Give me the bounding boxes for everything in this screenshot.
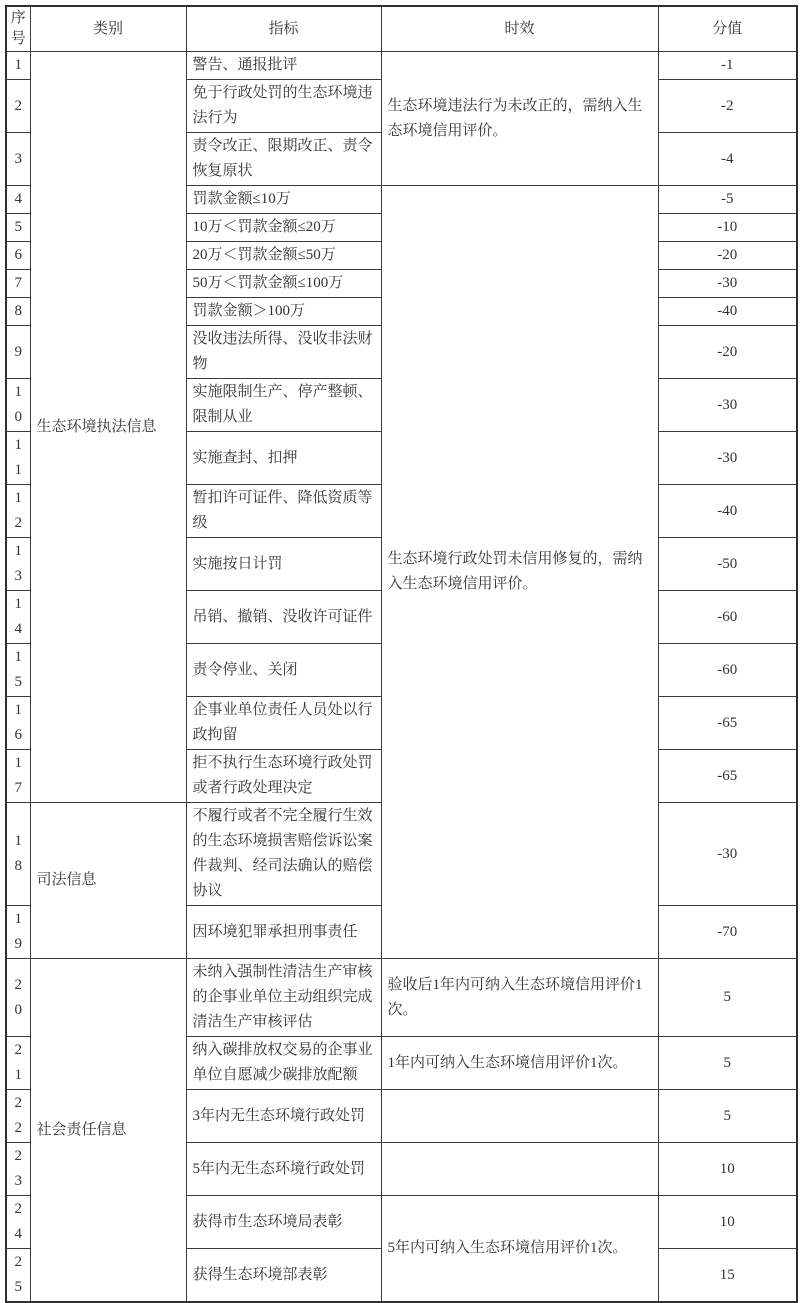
cell-indicator: 未纳入强制性清洁生产审核的企事业单位主动组织完成清洁生产审核评估 (186, 959, 381, 1037)
cell-score: -1 (658, 52, 797, 80)
cell-score: -40 (658, 298, 797, 326)
cell-indicator: 警告、通报批评 (186, 52, 381, 80)
credit-score-table (5, 5, 798, 1303)
cell-validity (381, 1143, 658, 1196)
cell-indicator: 5年内无生态环境行政处罚 (186, 1143, 381, 1196)
cell-score: 5 (658, 959, 797, 1037)
column-header-validity: 时效 (381, 6, 658, 52)
cell-seq: 12 (6, 485, 30, 538)
cell-score: 10 (658, 1196, 797, 1249)
cell-indicator: 实施查封、扣押 (186, 432, 381, 485)
cell-score: -2 (658, 80, 797, 133)
table-row (6, 959, 797, 1037)
cell-indicator: 10万＜罚款金额≤20万 (186, 214, 381, 242)
cell-indicator: 实施按日计罚 (186, 538, 381, 591)
cell-seq: 1 (6, 52, 30, 80)
cell-indicator: 纳入碳排放权交易的企事业单位自愿减少碳排放配额 (186, 1037, 381, 1090)
cell-category: 社会责任信息 (30, 959, 186, 1303)
table-row (6, 52, 797, 80)
cell-seq: 17 (6, 750, 30, 803)
cell-seq: 3 (6, 133, 30, 186)
cell-seq: 19 (6, 906, 30, 959)
cell-seq: 2 (6, 80, 30, 133)
cell-seq: 16 (6, 697, 30, 750)
cell-indicator: 获得生态环境部表彰 (186, 1249, 381, 1303)
cell-seq: 21 (6, 1037, 30, 1090)
cell-seq: 23 (6, 1143, 30, 1196)
cell-score: -50 (658, 538, 797, 591)
cell-indicator: 免于行政处罚的生态环境违法行为 (186, 80, 381, 133)
cell-seq: 11 (6, 432, 30, 485)
cell-indicator: 不履行或者不完全履行生效的生态环境损害赔偿诉讼案件裁判、经司法确认的赔偿协议 (186, 803, 381, 906)
cell-score: -20 (658, 242, 797, 270)
column-header-seq: 序号 (6, 6, 30, 52)
cell-seq: 25 (6, 1249, 30, 1303)
cell-score: 5 (658, 1037, 797, 1090)
cell-score: -5 (658, 186, 797, 214)
cell-validity (381, 1090, 658, 1143)
column-header-score: 分值 (658, 6, 797, 52)
cell-indicator: 3年内无生态环境行政处罚 (186, 1090, 381, 1143)
cell-seq: 9 (6, 326, 30, 379)
cell-indicator: 实施限制生产、停产整顿、限制从业 (186, 379, 381, 432)
cell-score: -60 (658, 591, 797, 644)
cell-seq: 18 (6, 803, 30, 906)
cell-indicator: 罚款金额≤10万 (186, 186, 381, 214)
cell-score: -4 (658, 133, 797, 186)
cell-category: 生态环境执法信息 (30, 52, 186, 803)
cell-validity: 生态环境违法行为未改正的，需纳入生态环境信用评价。 (381, 52, 658, 186)
cell-seq: 7 (6, 270, 30, 298)
cell-indicator: 罚款金额＞100万 (186, 298, 381, 326)
cell-score: -30 (658, 270, 797, 298)
cell-score: -30 (658, 379, 797, 432)
cell-indicator: 责令改正、限期改正、责令恢复原状 (186, 133, 381, 186)
cell-indicator: 因环境犯罪承担刑事责任 (186, 906, 381, 959)
cell-score: -65 (658, 750, 797, 803)
cell-indicator: 企事业单位责任人员处以行政拘留 (186, 697, 381, 750)
table-body (6, 52, 797, 1303)
cell-score: -65 (658, 697, 797, 750)
column-header-category: 类别 (30, 6, 186, 52)
column-header-indicator: 指标 (186, 6, 381, 52)
cell-seq: 14 (6, 591, 30, 644)
cell-score: -10 (658, 214, 797, 242)
cell-seq: 10 (6, 379, 30, 432)
cell-validity: 5年内可纳入生态环境信用评价1次。 (381, 1196, 658, 1303)
cell-indicator: 20万＜罚款金额≤50万 (186, 242, 381, 270)
cell-seq: 8 (6, 298, 30, 326)
cell-score: 10 (658, 1143, 797, 1196)
cell-score: 5 (658, 1090, 797, 1143)
cell-seq: 4 (6, 186, 30, 214)
cell-seq: 24 (6, 1196, 30, 1249)
cell-seq: 6 (6, 242, 30, 270)
header-row (6, 6, 797, 52)
table-header (6, 6, 797, 52)
cell-seq: 5 (6, 214, 30, 242)
cell-validity: 生态环境行政处罚未信用修复的，需纳入生态环境信用评价。 (381, 186, 658, 959)
cell-seq: 15 (6, 644, 30, 697)
cell-validity: 1年内可纳入生态环境信用评价1次。 (381, 1037, 658, 1090)
cell-score: -20 (658, 326, 797, 379)
cell-seq: 22 (6, 1090, 30, 1143)
cell-score: -30 (658, 432, 797, 485)
cell-indicator: 获得市生态环境局表彰 (186, 1196, 381, 1249)
cell-score: -70 (658, 906, 797, 959)
cell-indicator: 吊销、撤销、没收许可证件 (186, 591, 381, 644)
cell-indicator: 没收违法所得、没收非法财物 (186, 326, 381, 379)
cell-score: -40 (658, 485, 797, 538)
cell-validity: 验收后1年内可纳入生态环境信用评价1次。 (381, 959, 658, 1037)
cell-score: 15 (658, 1249, 797, 1303)
cell-seq: 20 (6, 959, 30, 1037)
cell-indicator: 责令停业、关闭 (186, 644, 381, 697)
cell-indicator: 暂扣许可证件、降低资质等级 (186, 485, 381, 538)
cell-indicator: 拒不执行生态环境行政处罚或者行政处理决定 (186, 750, 381, 803)
cell-seq: 13 (6, 538, 30, 591)
cell-score: -60 (658, 644, 797, 697)
cell-indicator: 50万＜罚款金额≤100万 (186, 270, 381, 298)
cell-score: -30 (658, 803, 797, 906)
cell-category: 司法信息 (30, 803, 186, 959)
